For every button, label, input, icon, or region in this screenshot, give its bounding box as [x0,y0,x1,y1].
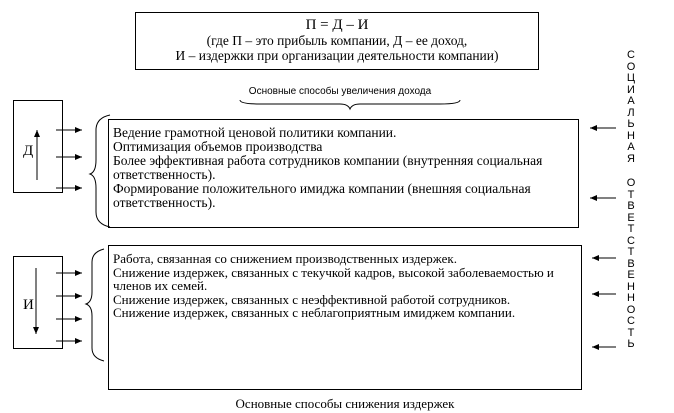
side-label-letter: Т [627,246,635,258]
income-methods-caption: Основные способы увеличения дохода [248,86,432,97]
cost-method-item: Снижение издержек, связанных с неэффективной работой сотрудников. [113,291,511,307]
side-label-letter: О [626,60,636,73]
side-label-letter: Е [627,211,635,224]
side-label-letter: Е [627,269,635,281]
income-bracket [90,115,110,227]
cost-method-item: Снижение издержек, связанных с текучкой кадров, высокой заболеваемостью и членов их семей. [113,264,554,293]
side-label-letter: О [626,303,636,316]
equation-legend-line-1: (где П – это прибыль компании, Д – ее доход, [206,33,468,48]
costs-label: И [23,297,34,313]
side-label-letter: С [627,49,635,61]
side-label-letter: И [627,83,635,96]
side-label-letter: Т [627,326,635,339]
income-method-item: Ведение грамотной ценовой политики компании. [113,125,397,140]
profit-equation: П = Д – И [305,17,369,33]
side-label-letter: Н [627,280,635,293]
side-label-letter: Н [627,292,635,304]
equation-legend-line-2: И – издержки при организации деятельности компании) [175,48,499,63]
income-method-item: Более эффективная работа сотрудников компании (внутренняя социальная ответственность). [113,153,543,182]
side-label-letter: С [627,234,635,247]
side-label-letter: А [627,141,635,153]
side-label-letter: Т [627,188,635,201]
income-method-item: Оптимизация объемов производства [113,139,323,154]
side-label-letter: Т [627,223,635,235]
side-label-letter: Ь [627,338,635,350]
side-label-letter: В [627,257,635,270]
side-label-letter: В [627,200,635,212]
cost-method-item: Работа, связанная со снижением производственных издержек. [113,251,457,266]
side-label-letter: Н [627,129,635,142]
income-label: Д [23,143,34,159]
side-label-letter: О [626,177,636,189]
cost-method-item: Снижение издержек, связанных с неблагоприятным имиджем компании. [113,305,516,320]
side-label-letter: Я [627,152,635,165]
cost-methods-caption: Основные способы снижения издержек [235,396,455,411]
caption-brace [240,100,460,109]
side-label-letter: Ь [627,118,635,130]
side-label-letter: Ц [626,72,636,84]
income-method-item: Формирование положительного имиджа компании (внешняя социальная ответственность). [113,181,531,210]
side-label-letter: А [627,95,635,107]
costs-bracket [86,249,104,361]
side-label-letter: С [627,315,635,327]
side-label-letter: Л [627,106,635,119]
